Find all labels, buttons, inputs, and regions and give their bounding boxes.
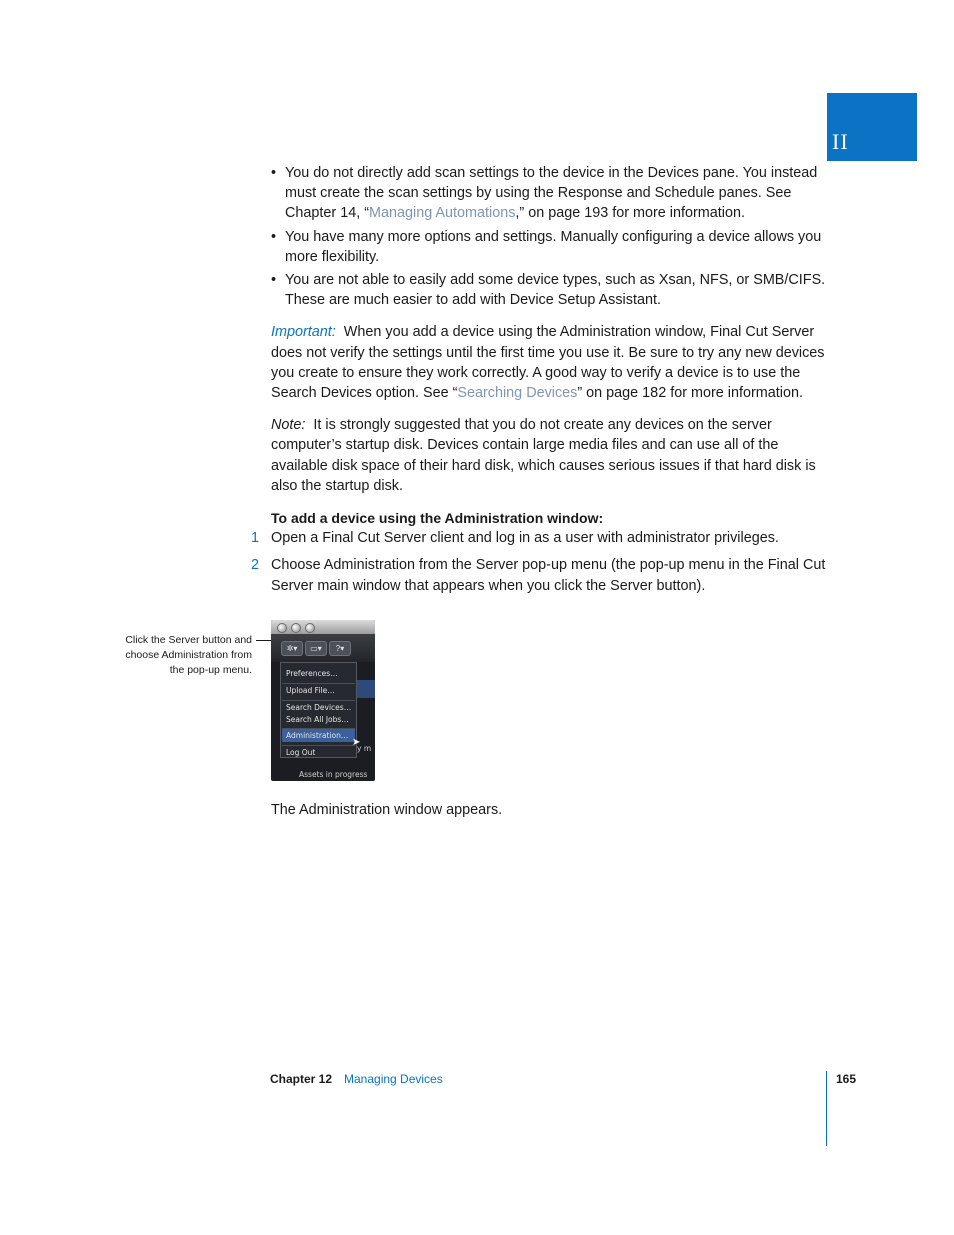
bullet-mark: • [271,272,277,289]
step-number: 1 [251,530,260,547]
server-menu-screenshot [271,620,375,781]
note-label: Note: [271,417,306,434]
list-item [271,163,827,224]
bullet-text: You have many more options and settings. Manually configuring a device allows you more flexibility. [285,228,822,265]
background-text: Assets in progress [299,770,368,779]
step-text: Open a Final Cut Server client and log in as a user with administrator privileges. [271,530,779,547]
menu-item-log-out[interactable]: Log Out [286,748,316,757]
section-tab-label: II [832,129,849,154]
bullet-list [271,163,827,310]
important-label: Important: [271,324,336,341]
menu-separator [282,683,355,684]
help-button-icon[interactable]: ?▾ [329,641,351,656]
background-text: y m [357,744,372,753]
window-titlebar [271,620,375,634]
note-paragraph [271,415,827,496]
zoom-window-icon[interactable] [305,623,315,633]
step-item [251,528,827,548]
menu-item-search-devices[interactable]: Search Devices… [286,703,352,712]
view-button-icon[interactable]: ▭▾ [305,641,327,656]
server-button-icon[interactable]: ✲▾ [281,641,303,656]
searching-devices-link[interactable]: Searching Devices [457,385,578,402]
task-heading: To add a device using the Administration window: [271,510,604,527]
bullet-mark: • [271,228,277,245]
important-paragraph [271,322,827,403]
list-item [271,227,827,267]
figure-callout: Click the Server button and choose Administration from the pop-up menu. [125,634,252,676]
menu-separator [282,700,355,701]
minimize-window-icon[interactable] [291,623,301,633]
menu-item-preferences[interactable]: Preferences… [286,669,338,678]
step-item [251,555,827,595]
bullet-mark: • [271,165,277,181]
bullet-text-end: ,” on page 193 for more information. [515,205,745,222]
main-content [251,163,827,603]
footer-chapter-title: Managing Devices [344,1072,443,1086]
bullet-text: You do not directly add scan settings to the device in the Devices pane. You instead must create the scan settings by using the Response and Schedule panes. See Chapter 14, “ [285,165,818,222]
step-text: Choose Administration from the Server pop-up menu (the pop-up menu in the Final Cut Server main window that appears when you click the Server button). [271,557,826,594]
close-window-icon[interactable] [277,623,287,633]
footer-divider [826,1071,827,1146]
server-popup-menu [280,662,357,758]
important-text: When you add a device using the Administration window, Final Cut Server does not verify the settings until the first time you use it. Be sure to try any new devices you create to ensure they work correctly. A good way to verify a device is to use the Search Devices option. See “ [271,324,825,402]
menu-item-upload-file[interactable]: Upload File… [286,686,335,695]
managing-automations-link[interactable]: Managing Automations [369,205,516,222]
mouse-pointer-icon: ➤ [352,737,361,748]
figure-caption: The Administration window appears. [271,802,503,818]
note-text: It is strongly suggested that you do not create any devices on the server computer’s startup disk. Devices contain large media files and can use all of the available disk space of their hard disk, which causes serious issues if that hard disk is also the startup disk. [271,417,816,494]
page-number: 165 [836,1072,857,1086]
window-toolbar [271,634,375,662]
important-text-end: ” on page 182 for more information. [577,385,803,402]
menu-separator [282,745,355,746]
menu-item-administration[interactable]: Administration… [286,731,349,740]
step-number: 2 [251,557,260,574]
bullet-text: You are not able to easily add some device types, such as Xsan, NFS, or SMB/CIFS. These are much easier to add with Device Setup Assistant. [285,272,826,309]
menu-item-search-all-jobs[interactable]: Search All Jobs… [286,715,349,724]
selection-strip [357,680,375,698]
section-tab [827,93,917,161]
list-item [271,270,827,310]
footer-chapter: Chapter 12 [270,1072,333,1086]
